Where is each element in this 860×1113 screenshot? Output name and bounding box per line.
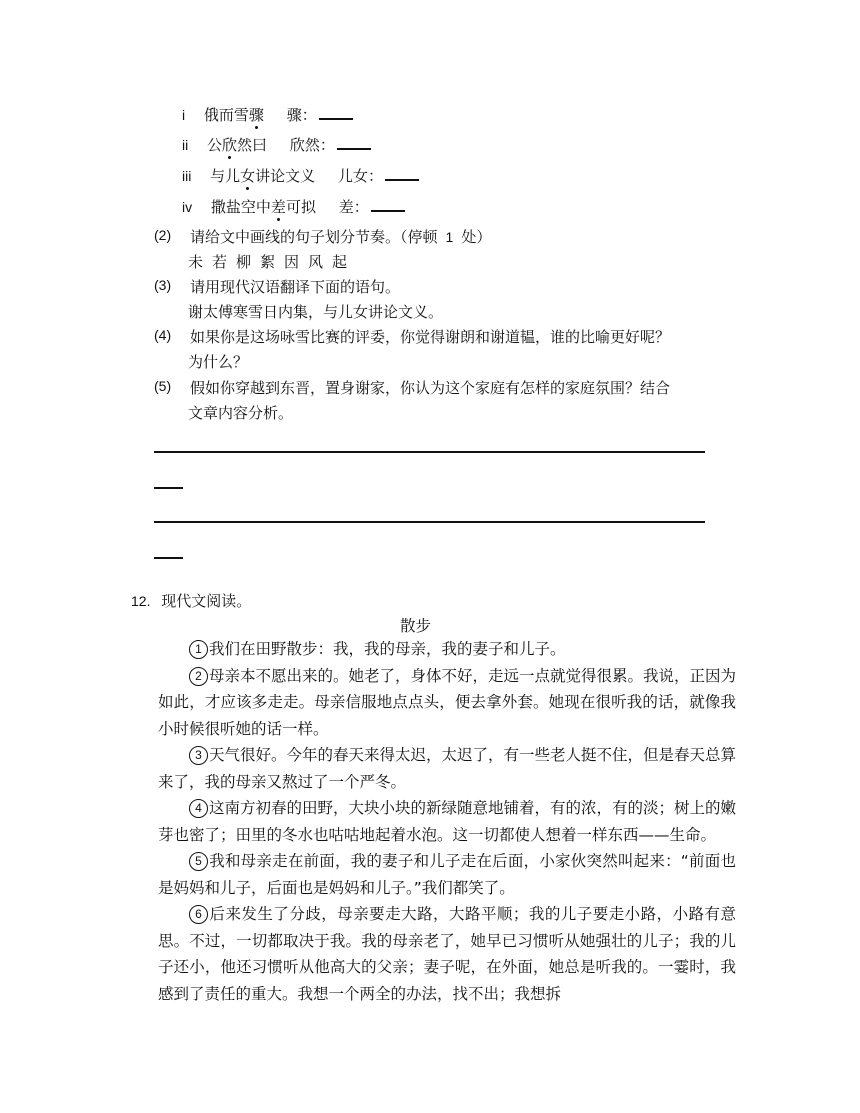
question-text: 请用现代汉语翻译下面的语句。: [190, 278, 401, 296]
paragraph: 5 我和母亲走在前面，我的妻子和儿子走在后面，小家伙突然叫起来：“前面也是妈妈和儿子，后面也是妈妈和儿子。”我们都笑了。: [158, 852, 736, 897]
answer-blank[interactable]: [319, 104, 353, 120]
paragraph-marker: 5: [189, 852, 208, 871]
item-label: iv: [182, 199, 193, 215]
answer-blank[interactable]: [385, 165, 419, 181]
sub-item-iv: [182, 196, 405, 217]
item-gloss: 欣然：: [289, 136, 335, 154]
paragraph-marker: 2: [189, 667, 208, 686]
item-label: ii: [182, 137, 189, 153]
item-text: 撒盐空中差可拟: [210, 198, 316, 216]
paragraph: 1 我们在田野散步：我，我的母亲，我的妻子和儿子。: [158, 636, 736, 663]
paragraph-marker: 1: [189, 640, 208, 659]
paragraph-marker: 4: [189, 799, 208, 818]
question-number: (2): [154, 227, 172, 243]
answer-blank[interactable]: [371, 196, 405, 212]
question-text-cont: 为什么？: [188, 353, 249, 371]
question-number: (4): [154, 327, 172, 343]
item-label: iii: [182, 168, 192, 184]
item-label: i: [182, 107, 186, 123]
section-header: [131, 590, 251, 611]
question-sentence: 未若柳絮因风起: [188, 253, 357, 271]
paragraph: 4 这南方初春的田野，大块小块的新绿随意地铺着，有的浓，有的淡；树上的嫩芽也密了；田里的冬水也咕咕地起着水泡。这一切都使人想着一样东西——生命。: [158, 799, 737, 844]
paragraph-marker: 3: [189, 746, 208, 765]
article-body: [158, 636, 736, 1007]
sub-item-iii: [182, 165, 419, 186]
answer-line[interactable]: [154, 557, 183, 559]
answer-line[interactable]: [154, 487, 183, 489]
paragraph-marker: 6: [189, 905, 208, 924]
answer-line[interactable]: [154, 451, 705, 453]
question-text: 请给文中画线的句子划分节奏。（停顿 1 处）: [190, 228, 492, 246]
paragraph: 6 后来发生了分歧，母亲要走大路，大路平顺；我的儿子要走小路，小路有意思。不过，一切都取决于我。我的母亲老了，她早已习惯听从她强壮的儿子；我的儿子还小，他还习惯听从他高大的父亲；妻子呢，在外面，她总是听我的。一霎时，我感到了责任的重大。我想一个两全的办法，找不出；我想拆: [158, 905, 736, 1003]
question-text-cont: 谢太傅寒雪日内集，与儿女讲论文义。: [188, 303, 444, 321]
paragraph: 2 母亲本不愿出来的。她老了，身体不好，走远一点就觉得很累。我说，正因为如此，才应该多走走。母亲信服地点点头，便去拿外套。她现在很听我的话，就像我小时候很听她的话一样。: [158, 666, 737, 738]
article-title: 散步: [400, 617, 432, 635]
question-text: 如果你是这场咏雪比赛的评委，你觉得谢朗和谢道韫，谁的比喻更好呢？: [190, 328, 671, 346]
question-text: 假如你穿越到东晋，置身谢家，你认为这个家庭有怎样的家庭氛围？结合: [190, 379, 671, 397]
item-gloss: 骤：: [286, 106, 317, 124]
item-text: 俄而雪骤: [203, 106, 264, 124]
answer-blank[interactable]: [337, 134, 371, 150]
question-number: (3): [154, 277, 172, 293]
sub-item-ii: [182, 134, 371, 155]
section-title: 现代文阅读。: [161, 592, 252, 610]
paragraph: 3 天气很好。今年的春天来得太迟，太迟了，有一些老人挺不住，但是春天总算来了，我的母亲又熬过了一个严冬。: [158, 746, 737, 791]
question-text-cont: 文章内容分析。: [188, 404, 294, 422]
sub-item-i: [182, 104, 353, 125]
answer-line[interactable]: [154, 521, 705, 523]
item-text: 公欣然曰: [207, 136, 268, 154]
item-gloss: 儿女：: [337, 167, 383, 185]
item-text: 与儿女讲论文义: [210, 167, 316, 185]
section-number: 12.: [131, 593, 151, 609]
question-number: (5): [154, 378, 172, 394]
item-gloss: 差：: [338, 198, 369, 216]
